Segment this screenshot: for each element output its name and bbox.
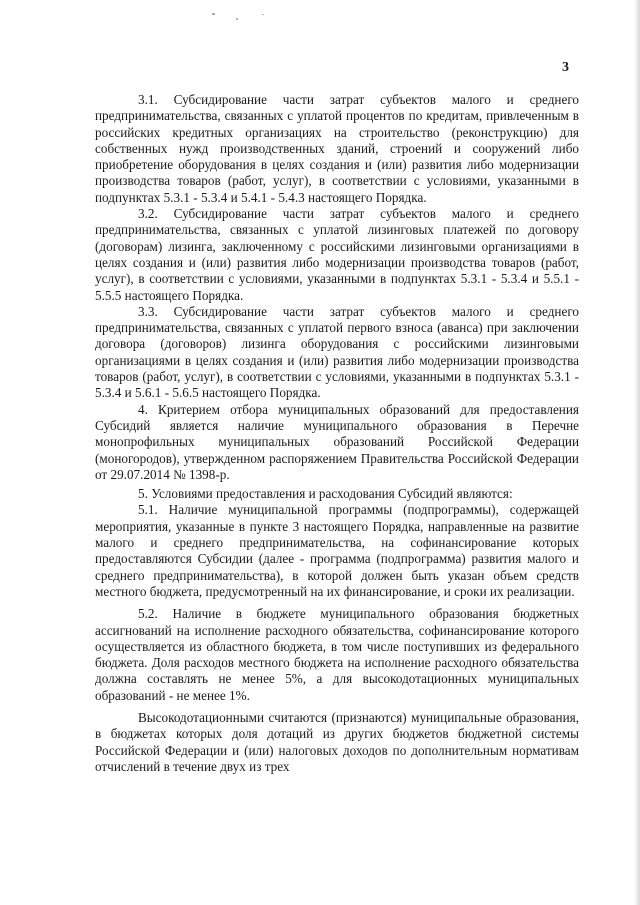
scan-edge-shadow (634, 0, 640, 905)
paragraph-5: 5. Условиями предоставления и расходования Субсидий являются: (138, 486, 513, 502)
paragraph-5-1: 5.1. Наличие муниципальной программы (подпрограммы), содержащей мероприятия, указанные в пункте 3 настоящего Порядка, направленные на развитие малого и среднего предпринимательства, на софинансирование которых предоставляются Субсидии (далее - программа (подпрограмма) развития малого и среднего предпринимательства), в которой должен быть указан объем средств местного бюджета, предусмотренный на их финансирование, и сроки их реализации. (95, 502, 579, 599)
paragraph-5-2: 5.2. Наличие в бюджете муниципального образования бюджетных ассигнований на исполнение расходного обязательства, софинансирование которого осуществляется из областного бюджета, в том числе поступивших из федерального бюджета. Доля расходов местного бюджета на исполнение расходного обязательства должна составлять не менее 5%, а для высокодотационных муниципальных образований - не менее 1%. (95, 606, 579, 703)
paragraph-high-subsidy: Высокодотационными считаются (признаются) муниципальные образования, в бюджетах которых доля дотаций из других бюджетов бюджетной системы Российской Федерации и (или) налоговых доходов по дополнительным нормативам отчислений в течение двух из трех (95, 709, 579, 774)
scan-speck (212, 13, 215, 15)
paragraph-3-2: 3.2. Субсидирование части затрат субъектов малого и среднего предпринимательства, связанных с уплатой лизинговых платежей по договору (договорам) лизинга, заключенному с российскими лизинговыми организациями в целях создания и (или) развития либо модернизации производства товаров (работ, услуг), в соответствии с условиями, указанными в подпунктах 5.3.1 - 5.3.4 и 5.5.1 - 5.5.5 настоящего Порядка. (95, 206, 579, 303)
scan-speck (236, 18, 238, 20)
page-number: 3 (562, 60, 569, 75)
scan-speck (262, 14, 264, 15)
document-body (95, 92, 579, 775)
paragraph-3-1: 3.1. Субсидирование части затрат субъектов малого и среднего предпринимательства, связанных с уплатой процентов по кредитам, привлеченным в российских кредитных организациях на строительство (реконструкцию) для собственных нужд производственных зданий, строений и сооружений либо приобретение оборудования в целях создания и (или) развития либо модернизации производства товаров (работ, услуг), в соответствии с условиями, указанными в подпунктах 5.3.1 - 5.3.4 и 5.4.1 - 5.4.3 настоящего Порядка. (95, 92, 579, 205)
paragraph-4: 4. Критерием отбора муниципальных образований для предоставления Субсидий является наличие муниципального образования в Перечне монопрофильных муниципальных образований Российской Федерации (моногородов), утвержденном распоряжением Правительства Российской Федерации от 29.07.2014 № 1398-р. (95, 401, 579, 482)
paragraph-3-3: 3.3. Субсидирование части затрат субъектов малого и среднего предпринимательства, связанных с уплатой первого взноса (аванса) при заключении договора (договоров) лизинга оборудования с российскими лизинговыми организациями в целях создания и (или) развития либо модернизации производства товаров (работ, услуг), в соответствии с условиями, указанными в подпунктах 5.3.1 - 5.3.4 и 5.6.1 - 5.6.5 настоящего Порядка. (95, 303, 579, 401)
